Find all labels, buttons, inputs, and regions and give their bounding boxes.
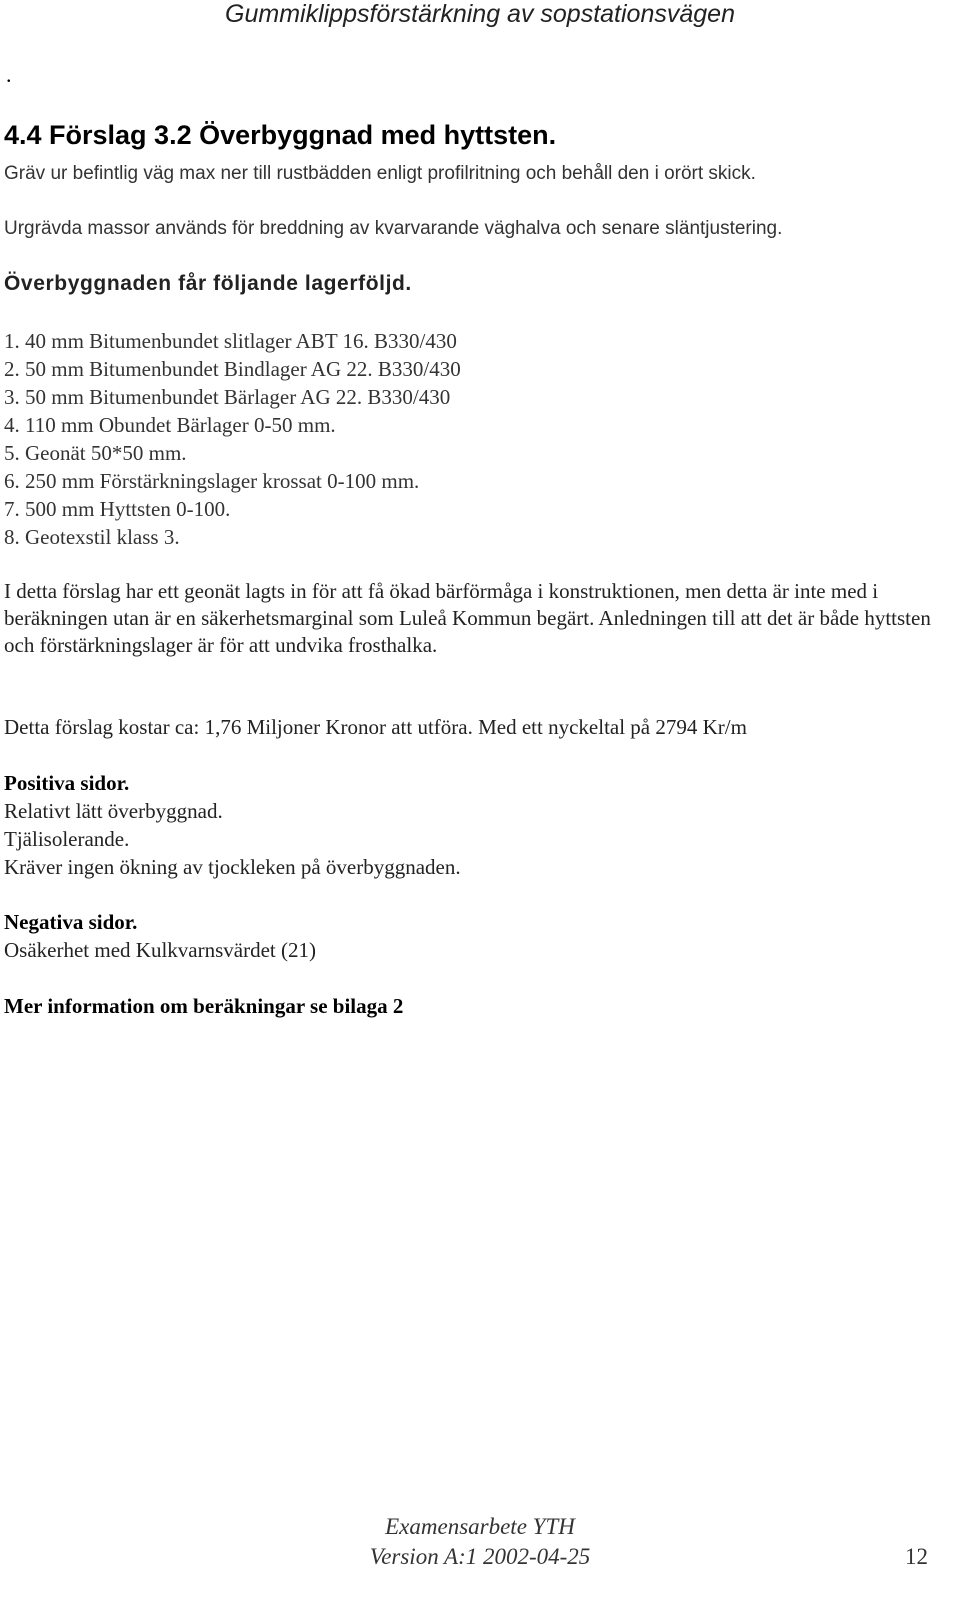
stray-mark: . [6, 62, 12, 87]
intro-line-1: Gräv ur befintlig väg max ner till rustbädden enligt profilritning och behåll den i orört skick. [4, 163, 756, 184]
running-header: Gummiklippsförstärkning av sopstationsvägen [225, 0, 735, 28]
more-info-line: Mer information om beräkningar se bilaga 2 [4, 994, 404, 1018]
cost-line: Detta förslag kostar ca: 1,76 Miljoner Kronor att utföra. Med ett nyckeltal på 2794 Kr/m [4, 715, 747, 739]
list-item: 1. 40 mm Bitumenbundet slitlager ABT 16. B330/430 [4, 329, 457, 353]
positive-item: Kräver ingen ökning av tjockleken på överbyggnaden. [4, 855, 461, 879]
positive-item: Tjälisolerande. [4, 827, 130, 851]
list-item: 5. Geonät 50*50 mm. [4, 441, 187, 465]
negatives-heading: Negativa sidor. [4, 910, 138, 934]
list-item: 8. Geotexstil klass 3. [4, 525, 180, 549]
positive-item: Relativt lätt överbyggnad. [4, 799, 223, 823]
list-item: 4. 110 mm Obundet Bärlager 0-50 mm. [4, 413, 336, 437]
positives-heading: Positiva sidor. [4, 771, 130, 795]
list-item: 7. 500 mm Hyttsten 0-100. [4, 497, 231, 521]
explanation-paragraph: I detta förslag har ett geonät lagts in för att få ökad bärförmåga i konstruktionen, men detta är inte med i beräkningen utan är en säkerhetsmarginal som Luleå Kommun begärt. Anledningen till att det är både hyttsten och förstärkningslager är för att undvika frosthalka. [4, 579, 931, 657]
intro-line-2: Urgrävda massor används för breddning av kvarvarande väghalva och senare släntjustering. [4, 218, 783, 239]
list-item: 2. 50 mm Bitumenbundet Bindlager AG 22. B330/430 [4, 357, 461, 381]
list-item: 6. 250 mm Förstärkningslager krossat 0-100 mm. [4, 469, 420, 493]
layer-order-heading: Överbyggnaden får följande lagerföljd. [4, 272, 412, 295]
section-heading: 4.4 Förslag 3.2 Överbyggnad med hyttsten. [4, 120, 557, 150]
layer-list [4, 327, 461, 551]
footer-version: Version A:1 2002-04-25 [369, 1544, 591, 1569]
page-number: 12 [905, 1544, 928, 1569]
list-item: 3. 50 mm Bitumenbundet Bärlager AG 22. B330/430 [4, 385, 451, 409]
footer-title: Examensarbete YTH [385, 1514, 575, 1539]
negative-item: Osäkerhet med Kulkvarnsvärdet (21) [4, 938, 316, 962]
